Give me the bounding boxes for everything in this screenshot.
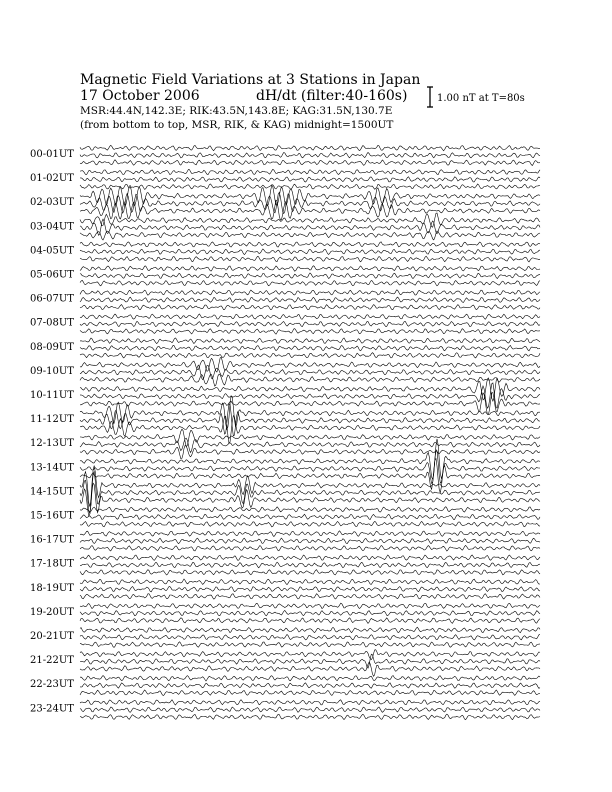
trace-msr-hour-4	[80, 256, 540, 262]
trace-kag-hour-20	[80, 627, 540, 633]
hour-label: 17-18UT	[30, 558, 74, 570]
trace-rik-hour-21	[80, 654, 540, 668]
trace-msr-hour-20	[80, 642, 540, 648]
trace-kag-hour-1	[80, 169, 540, 174]
trace-rik-hour-22	[80, 683, 540, 689]
trace-kag-hour-13	[80, 439, 540, 480]
trace-kag-hour-21	[80, 650, 540, 660]
hour-label: 22-23UT	[30, 679, 74, 691]
chart-date: 17 October 2006	[80, 88, 200, 104]
trace-kag-hour-16	[80, 531, 540, 537]
hour-label: 18-19UT	[30, 582, 74, 594]
trace-kag-hour-7	[80, 314, 540, 319]
trace-kag-hour-8	[80, 338, 540, 344]
hour-label: 19-20UT	[30, 606, 74, 618]
trace-rik-hour-9	[80, 365, 540, 380]
trace-msr-hour-19	[80, 618, 540, 624]
hour-label: 01-02UT	[30, 173, 74, 185]
trace-rik-hour-6	[80, 297, 540, 302]
trace-kag-hour-17	[80, 555, 540, 560]
hour-label: 02-03UT	[30, 197, 74, 209]
hour-label: 20-21UT	[30, 631, 74, 642]
trace-rik-hour-5	[80, 273, 540, 279]
trace-kag-hour-15	[80, 507, 540, 512]
hour-label: 11-12UT	[30, 414, 74, 426]
trace-rik-hour-8	[80, 345, 540, 350]
trace-rik-hour-4	[80, 249, 540, 255]
hour-label-group	[30, 149, 74, 714]
trace-msr-hour-13	[80, 459, 540, 493]
hour-label: 16-17UT	[30, 534, 74, 546]
hour-label: 03-04UT	[30, 221, 74, 233]
hour-label: 09-10UT	[30, 365, 74, 377]
trace-rik-hour-14	[80, 472, 540, 514]
trace-rik-hour-18	[80, 587, 540, 592]
hour-label: 23-24UT	[30, 703, 74, 715]
trace-rik-hour-1	[80, 177, 540, 182]
trace-msr-hour-21	[80, 662, 540, 676]
trace-msr-hour-1	[80, 184, 540, 190]
trace-msr-hour-5	[80, 280, 540, 286]
trace-rik-hour-13	[80, 450, 540, 484]
hour-label: 10-11UT	[30, 390, 74, 401]
trace-msr-hour-18	[80, 594, 540, 599]
hour-label: 14-15UT	[30, 486, 74, 498]
trace-kag-hour-6	[80, 290, 540, 295]
hour-label: 00-01UT	[30, 149, 74, 160]
hour-label: 12-13UT	[30, 438, 74, 450]
trace-rik-hour-16	[80, 538, 540, 544]
trace-msr-hour-7	[80, 329, 540, 335]
trace-rik-hour-12	[80, 438, 540, 452]
trace-kag-hour-19	[80, 603, 540, 608]
trace-rik-hour-17	[80, 562, 540, 568]
trace-msr-hour-9	[80, 374, 540, 386]
trace-kag-hour-18	[80, 579, 540, 585]
trace-msr-hour-15	[80, 521, 540, 527]
trace-kag-hour-10	[80, 378, 540, 401]
trace-kag-hour-0	[80, 145, 540, 151]
trace-msr-hour-11	[80, 416, 540, 444]
trace-kag-hour-3	[80, 213, 540, 227]
hour-label: 05-06UT	[30, 269, 74, 281]
hour-label: 06-07UT	[30, 293, 74, 305]
hour-label: 21-22UT	[30, 655, 74, 667]
trace-rik-hour-15	[80, 514, 540, 519]
hour-label: 15-16UT	[30, 510, 74, 522]
trace-msr-hour-23	[80, 714, 540, 720]
trace-rik-hour-7	[80, 321, 540, 326]
trace-msr-hour-12	[80, 445, 540, 458]
trace-msr-hour-10	[80, 393, 540, 415]
station-coordinates: MSR:44.4N,142.3E; RIK:43.5N,143.8E; KAG:31.5N,130.7E	[80, 105, 393, 117]
hour-label: 08-09UT	[30, 341, 74, 353]
trace-msr-hour-22	[80, 690, 540, 696]
trace-rik-hour-20	[80, 635, 540, 641]
hour-label: 04-05UT	[30, 245, 74, 257]
trace-rik-hour-23	[80, 707, 540, 712]
scale-bar-label: 1.00 nT at T=80s	[437, 93, 525, 104]
trace-rik-hour-19	[80, 610, 540, 615]
trace-kag-hour-9	[80, 357, 540, 372]
trace-kag-hour-22	[80, 676, 540, 682]
trace-msr-hour-0	[80, 160, 540, 166]
trace-rik-hour-3	[80, 219, 540, 235]
station-order-note: (from bottom to top, MSR, RIK, & KAG) midnight=1500UT	[80, 119, 394, 131]
trace-kag-hour-11	[80, 396, 540, 430]
chart-title: Magnetic Field Variations at 3 Stations in Japan	[80, 72, 421, 88]
hour-label: 07-08UT	[30, 317, 74, 329]
chart-quantity: dH/dt (filter:40-160s)	[256, 88, 408, 104]
trace-group	[80, 145, 540, 719]
trace-msr-hour-17	[80, 570, 540, 575]
trace-kag-hour-5	[80, 266, 540, 271]
hour-label: 13-14UT	[30, 462, 74, 474]
trace-msr-hour-16	[80, 545, 540, 551]
trace-msr-hour-3	[80, 231, 540, 240]
trace-rik-hour-0	[80, 153, 540, 158]
trace-rik-hour-11	[80, 404, 540, 436]
trace-msr-hour-8	[80, 353, 540, 358]
trace-kag-hour-4	[80, 242, 540, 247]
trace-kag-hour-23	[80, 700, 540, 705]
trace-msr-hour-6	[80, 305, 540, 310]
trace-msr-hour-2	[80, 200, 540, 220]
